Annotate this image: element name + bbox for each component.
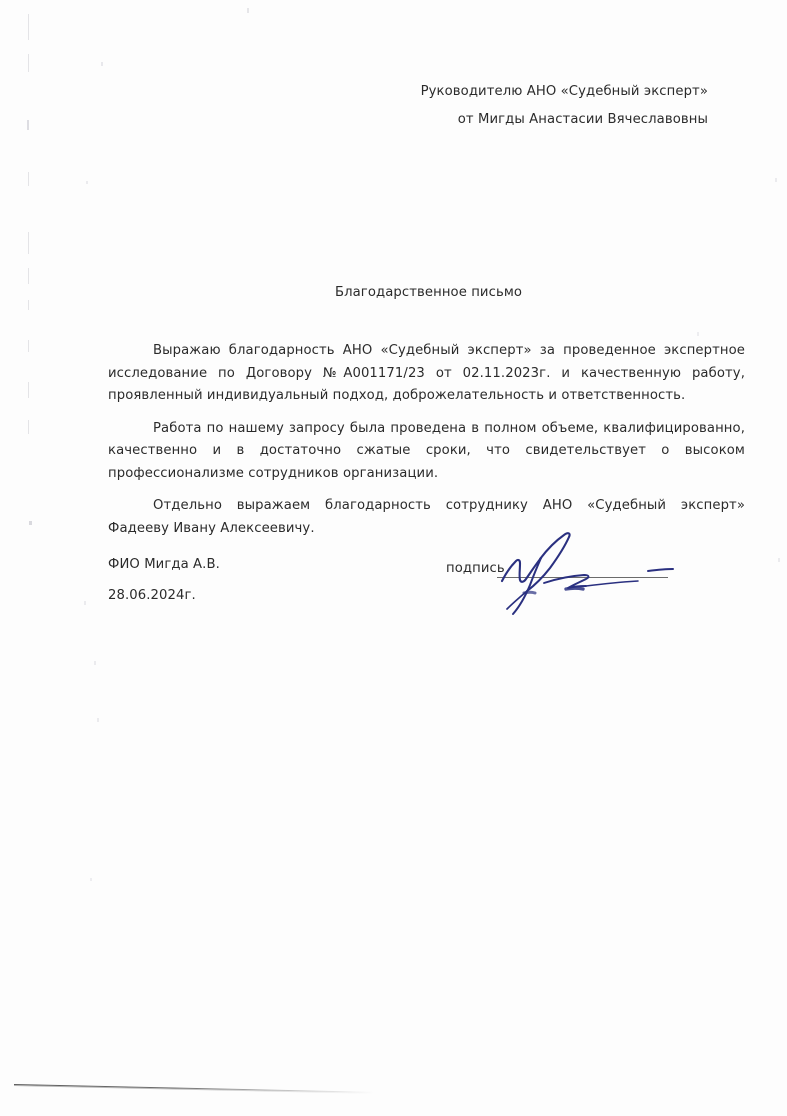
scan-artifact [84,601,86,605]
scan-artifact [101,62,103,66]
document-title: Благодарственное письмо [334,285,523,300]
scan-artifact [28,300,29,310]
signature-label: подпись [446,561,505,576]
scan-artifact [90,878,92,881]
page-edge-shadow [14,1084,374,1093]
addressee-block [330,78,708,134]
signature-rule [497,577,668,578]
scan-artifact [86,181,88,184]
scan-artifact [28,54,29,72]
body-paragraph-1: Выражаю благодарность АНО «Судебный эксперт» за проведенное экспертное исследование по Договору №А001171/23 от 02.11.2023г. и качественную работу, проявленный индивидуальный подход, доброжелательность и ответственность. [108,343,745,403]
page-edge-shadow-secondary [14,1085,374,1094]
scan-artifact [94,661,96,665]
scan-artifact [247,8,249,13]
scan-artifact [28,340,29,352]
scan-artifact [28,382,29,398]
body-paragraph-3: Отдельно выражаем благодарность сотруднику АНО «Судебный эксперт» Фадееву Ивану Алексеевичу. [108,498,745,536]
addressee-line-sender: от Мигды Анастасии Вячеславовны [457,112,708,127]
body-paragraph-2: Работа по нашему запросу была проведена в полном объеме, квалифицированно, качественно и в достаточно сжатые сроки, что свидетельствует о высоком профессионализме сотрудников организации. [108,420,745,481]
scan-artifact [28,14,29,40]
addressee-line-organization: Руководителю АНО «Судебный эксперт» [420,84,708,99]
signer-name: ФИО Мигда А.В. [108,557,220,572]
scan-artifact [697,332,699,336]
scan-artifact [27,120,29,130]
document-body [108,340,745,540]
signature-date: 28.06.2024г. [108,588,196,603]
handwritten-signature [480,527,690,617]
scan-artifact [28,420,29,434]
scan-artifact [28,172,29,186]
scan-artifact [778,558,780,562]
scan-artifact [28,268,29,284]
scan-artifact [97,718,99,722]
scan-artifact [775,178,777,182]
scan-artifact [29,521,32,525]
scan-artifact [28,232,29,254]
